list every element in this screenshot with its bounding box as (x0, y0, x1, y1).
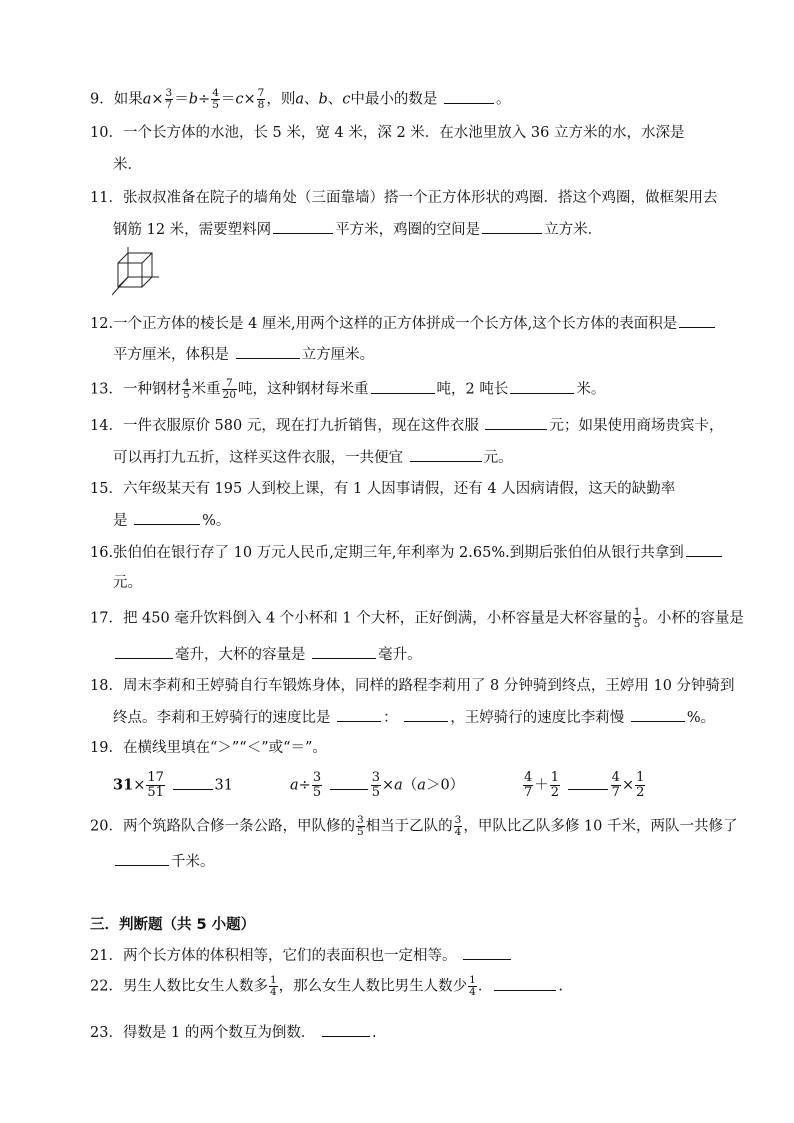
question-11-line-2 (113, 219, 602, 240)
answer-blank[interactable] (115, 644, 173, 659)
q22-text: 22．男生人数比女生人数多 (90, 978, 268, 995)
fraction: $\frac{4}{7}$ (611, 770, 620, 800)
question-12-line-1 (90, 313, 717, 334)
q13-text: 吨，2 吨长 (436, 381, 509, 398)
question-10-line-2: 米． (113, 157, 142, 173)
fraction: $\frac{4}{7}$ (524, 770, 533, 800)
fraction: $\frac{1}{5}$ (633, 606, 641, 630)
fraction: $\frac{3}{4}$ (454, 814, 462, 838)
question-17-line-2 (113, 644, 422, 665)
question-21 (90, 945, 513, 966)
var-c: c (235, 91, 244, 108)
question-18-line-2 (113, 707, 715, 728)
fraction: $\frac{1}{4}$ (269, 974, 277, 998)
question-12-line-2 (113, 344, 374, 365)
answer-blank[interactable] (337, 707, 381, 722)
fraction: $\frac{17}{51}$ (147, 770, 164, 800)
q16-text: 16.张伯伯在银行存了 10 万元人民币,定期三年,年利率为 2.65%.到期后张伯伯从银行共拿到 (90, 545, 684, 561)
period: . (558, 978, 563, 995)
question-17-line-1 (90, 607, 744, 630)
plus-sign: ＋ (534, 777, 549, 794)
fraction: $\frac{4}{5}$ (182, 377, 190, 401)
answer-blank[interactable] (404, 707, 448, 722)
answer-blank[interactable] (679, 313, 715, 328)
times-sign: × (151, 91, 164, 108)
fraction: $\frac{3}{7}$ (165, 87, 173, 111)
answer-blank[interactable] (273, 219, 333, 234)
fraction: $\frac{7}{8}$ (257, 87, 265, 111)
question-11-line-1: 11．张叔叔准备在院子的墙角处（三面靠墙）搭一个正方体形状的鸡圈．搭这个鸡圈，做框架用去 (90, 190, 718, 206)
answer-blank[interactable] (236, 344, 300, 359)
paren: （ (402, 777, 418, 794)
q20-text: 相当于乙队的 (365, 818, 453, 835)
question-19-line-1: 19．在横线里填在“＞”“＜”或“＝”。 (90, 740, 327, 756)
question-19-expression-1 (113, 771, 233, 800)
answer-blank[interactable] (494, 976, 556, 991)
q12-text: 平方厘米，体积是 (113, 347, 229, 363)
q22-text: ． (477, 978, 493, 995)
q9-text: 中最小的数是 (350, 91, 438, 108)
question-18-line-1: 18．周末李莉和王婷骑自行车锻炼身体，同样的路程李莉用了 8 分钟骑到终点，王婷用 10 分钟骑到 (90, 678, 735, 694)
question-20-line-1 (90, 815, 738, 838)
var-a: a (290, 777, 299, 794)
condition: ＞0） (425, 777, 465, 794)
fraction: $\frac{3}{5}$ (312, 770, 322, 800)
q17-text: 。小杯的容量是 (642, 610, 744, 627)
period: . (372, 1025, 377, 1041)
q14-text: 14．一件衣服原价 580 元，现在打九折销售，现在这件衣服 (90, 418, 479, 434)
question-14-line-2 (113, 447, 513, 468)
q14-text: 元；如果使用商场贵宾卡， (549, 418, 724, 434)
answer-blank[interactable] (312, 644, 376, 659)
question-23 (90, 1022, 377, 1043)
q18-text: ，王婷骑行的速度比李莉慢 (450, 710, 625, 726)
q17-text: 毫升。 (378, 647, 422, 663)
separator: 、 (304, 91, 319, 108)
question-9 (90, 88, 511, 111)
question-19-expression-3 (522, 771, 646, 800)
question-20-line-2 (113, 851, 215, 872)
q14-text: 元。 (483, 450, 513, 466)
fraction: $\frac{3}{5}$ (356, 814, 364, 838)
question-16-line-1 (90, 542, 724, 563)
answer-blank[interactable] (631, 707, 685, 722)
var-a: a (417, 777, 426, 794)
section-heading: 三．判断题（共 5 小题） (90, 917, 256, 933)
q15-text: %。 (202, 513, 231, 529)
answer-blank[interactable] (568, 775, 608, 790)
question-19-expression-2 (290, 771, 464, 800)
fraction: $\frac{4}{5}$ (212, 87, 219, 111)
equals-sign: ＝ (174, 91, 189, 108)
q12-text: 立方厘米。 (301, 347, 375, 363)
equals-sign: ＝ (220, 91, 236, 108)
answer-blank[interactable] (410, 447, 482, 462)
var-a: a (394, 777, 403, 794)
var-c: c (342, 91, 351, 108)
answer-blank[interactable] (330, 775, 368, 790)
answer-blank[interactable] (510, 379, 574, 394)
times-sign: × (243, 91, 256, 108)
divide-sign: ÷ (298, 777, 311, 794)
fraction: $\frac{1}{2}$ (636, 770, 645, 800)
q13-text: 吨，这种钢材每米重 (238, 381, 369, 398)
question-16-line-2: 元。 (113, 575, 142, 591)
q9-number: 9． (90, 91, 114, 108)
q23-text: 23．得数是 1 的两个数互为倒数． (90, 1025, 316, 1041)
q14-text: 可以再打九五折，这样买这件衣服，一共便宜 (113, 450, 403, 466)
q20-text: 千米。 (171, 854, 215, 870)
var-b: b (188, 91, 199, 108)
answer-blank[interactable] (482, 219, 542, 234)
times-sign: × (621, 777, 635, 794)
var-a: a (295, 91, 304, 108)
separator: 、 (327, 91, 343, 108)
number: 31 (214, 777, 233, 794)
divide-sign: ÷ (198, 91, 211, 108)
cube-corner-diagram (112, 247, 160, 299)
q12-text: 12.一个正方体的棱长是 4 厘米,用两个这样的正方体拼成一个长方体,这个长方体的表面积是 (90, 316, 678, 332)
q11-text: 立方米． (544, 222, 603, 238)
answer-blank[interactable] (173, 775, 213, 790)
fraction: $\frac{3}{5}$ (371, 770, 380, 800)
times-sign: × (381, 777, 395, 794)
var-a: a (142, 91, 152, 108)
q11-text: 平方米，鸡圈的空间是 (335, 222, 481, 238)
q18-text: ： (383, 710, 398, 726)
q21-text: 21．两个长方体的体积相等，它们的表面积也一定相等。 (90, 948, 457, 964)
answer-blank[interactable] (485, 415, 547, 430)
answer-blank[interactable] (686, 542, 722, 557)
q13-text: 米重 (191, 381, 221, 398)
answer-blank[interactable] (444, 89, 494, 104)
q22-text: ，那么女生人数比男生人数少 (278, 978, 468, 995)
period: 。 (496, 91, 511, 108)
answer-blank[interactable] (371, 379, 435, 394)
q9-text: ，则 (266, 91, 296, 108)
answer-blank[interactable] (463, 945, 511, 960)
q15-text: 是 (113, 513, 128, 529)
var-b: b (318, 91, 328, 108)
fraction: $\frac{7}{20}$ (222, 377, 237, 401)
q17-text: 毫升，大杯的容量是 (175, 647, 306, 663)
fraction: $\frac{1}{4}$ (469, 974, 476, 998)
q13-text: 13．一种钢材 (90, 381, 181, 398)
question-15-line-1: 15．六年级某天有 195 人到校上课，有 1 人因事请假，还有 4 人因病请假，这天的缺勤率 (90, 481, 676, 497)
question-14-line-1 (90, 415, 723, 436)
question-22 (90, 975, 563, 998)
answer-blank[interactable] (322, 1022, 370, 1037)
q9-text: 如果 (113, 91, 143, 108)
number: 31 (113, 776, 134, 794)
q11-text: 钢筋 12 米，需要塑料网 (113, 222, 272, 238)
answer-blank[interactable] (134, 510, 200, 525)
fraction: $\frac{1}{2}$ (550, 770, 560, 800)
times-sign: × (133, 777, 146, 794)
q18-text: %。 (686, 710, 716, 726)
q18-text: 终点。李莉和王婷骑行的速度比是 (113, 710, 331, 726)
answer-blank[interactable] (115, 851, 169, 866)
question-10-line-1: 10．一个长方体的水池，长 5 米，宽 4 米，深 2 米．在水池里放入 36 立方米的水，水深是 (90, 125, 685, 141)
q13-text: 米。 (576, 381, 606, 398)
question-13 (90, 378, 605, 401)
q17-text: 17．把 450 毫升饮料倒入 4 个小杯和 1 个大杯，正好倒满，小杯容量是大杯容量的 (90, 610, 632, 627)
question-15-line-2 (113, 510, 230, 531)
q20-text: ，甲队比乙队多修 10 千米，两队一共修了 (463, 818, 738, 835)
q20-text: 20．两个筑路队合修一条公路，甲队修的 (90, 818, 355, 835)
